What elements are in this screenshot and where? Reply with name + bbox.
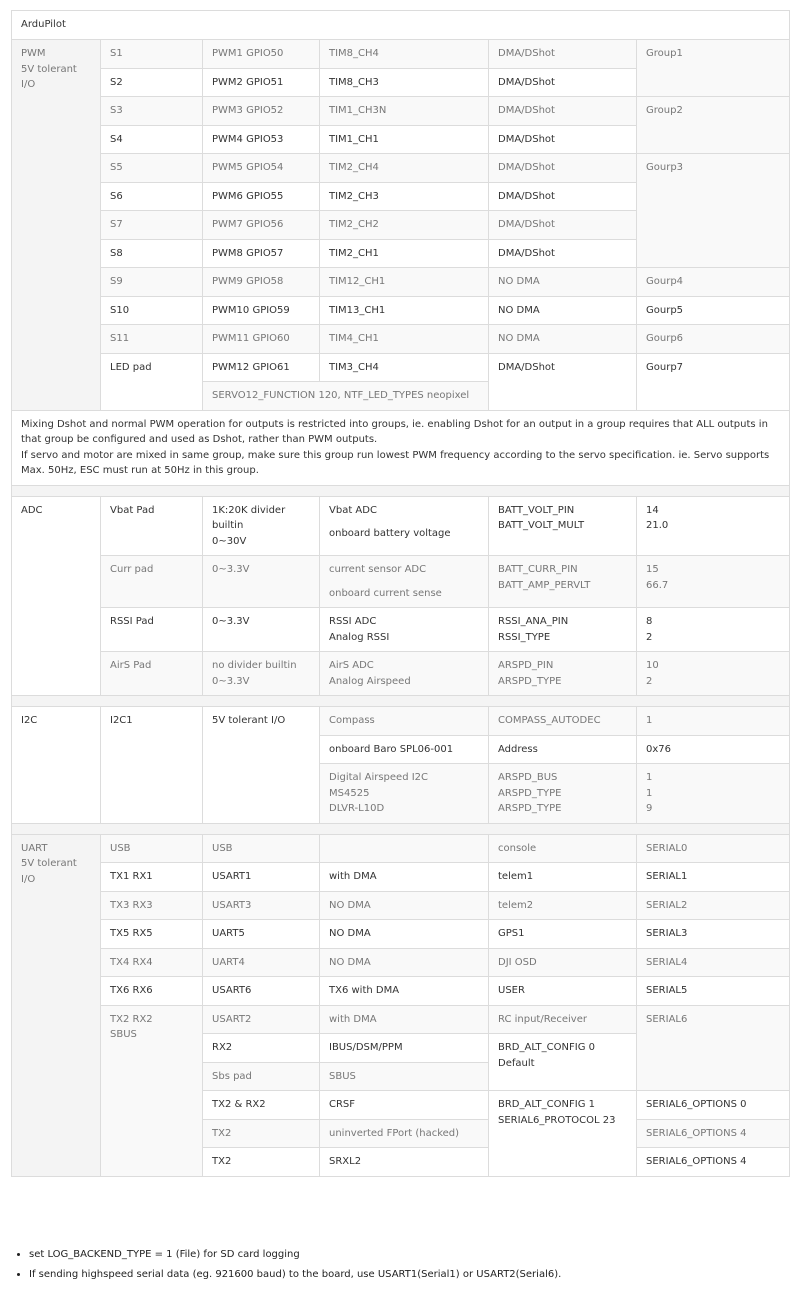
pwm-dma: DMA/DShot <box>489 239 637 268</box>
adc-function-line: onboard current sense <box>329 587 442 599</box>
adc-value-line: 10 <box>646 660 659 671</box>
rc-pin: TX2 & RX2 <box>203 1091 320 1120</box>
adc-function <box>320 608 489 652</box>
uart-periph: USART3 <box>203 891 320 920</box>
pwm-dma: DMA/DShot <box>489 154 637 183</box>
pwm-dma: NO DMA <box>489 325 637 354</box>
pwm-pin: PWM8 GPIO57 <box>203 239 320 268</box>
adc-param-line: BATT_AMP_PERVLT <box>498 579 591 591</box>
uart-section-label: UART <box>21 842 48 854</box>
uart-role: telem1 <box>489 863 637 892</box>
uart-serial: SERIAL6 <box>637 1005 790 1091</box>
adc-function-line: onboard battery voltage <box>329 528 451 539</box>
pwm-output: S5 <box>101 154 203 183</box>
uart-periph: UART5 <box>203 920 320 949</box>
adc-spec: 0~3.3V <box>203 556 320 608</box>
i2c-airspeed-values <box>637 764 790 824</box>
adc-function-line: current sensor ADC <box>329 564 427 575</box>
brd-alt-config-line: SERIAL6_PROTOCOL 23 <box>498 1114 616 1126</box>
pwm-dma: NO DMA <box>489 296 637 325</box>
adc-function-line: Analog RSSI <box>329 631 390 643</box>
pwm-output: S9 <box>101 268 203 297</box>
adc-value <box>637 652 790 696</box>
rc-pin: RX2 <box>203 1034 320 1063</box>
pwm-pin: PWM3 GPIO52 <box>203 97 320 126</box>
adc-spec-line: 1K:20K divider builtin <box>212 504 286 531</box>
pwm-pin: PWM5 GPIO54 <box>203 154 320 183</box>
pwm-dma: DMA/DShot <box>489 97 637 126</box>
pwm-section-label: PWM <box>21 48 46 59</box>
pwm-timer: TIM2_CH2 <box>320 211 489 240</box>
i2c-airspeed-value: 9 <box>646 803 653 814</box>
pwm-timer: TIM2_CH1 <box>320 239 489 268</box>
pwm-output: S11 <box>101 325 203 354</box>
pwm-output: S2 <box>101 68 203 97</box>
pwm-pin: PWM10 GPIO59 <box>203 296 320 325</box>
uart-dma: with DMA <box>320 863 489 892</box>
adc-param <box>489 496 637 556</box>
i2c-airspeed-line: DLVR-L10D <box>329 803 385 814</box>
rc-pin: TX2 <box>203 1148 320 1177</box>
adc-param <box>489 652 637 696</box>
section-spacer <box>12 823 790 834</box>
i2c-airspeed-value: 1 <box>646 787 653 799</box>
uart-pads: TX1 RX1 <box>101 863 203 892</box>
pwm-note-1: Mixing Dshot and normal PWM operation for outputs is restricted into groups, ie. enabling Dshot for an output in a group requires that ALL outputs in that group be configured and used as Dshot, rather than PWM outputs. <box>21 418 768 445</box>
pwm-pin: PWM7 GPIO56 <box>203 211 320 240</box>
adc-spec-line: 0~3.3V <box>212 675 250 687</box>
pwm-timer: TIM2_CH3 <box>320 182 489 211</box>
adc-param-line: ARSPD_TYPE <box>498 675 562 687</box>
pwm-dma: DMA/DShot <box>489 40 637 69</box>
pwm-pin: PWM6 GPIO55 <box>203 182 320 211</box>
uart-section-header <box>12 834 101 1176</box>
i2c-airspeed <box>320 764 489 824</box>
adc-value-line: 15 <box>646 564 659 575</box>
i2c-compass-value: 1 <box>637 707 790 736</box>
pinout-table <box>11 10 790 1177</box>
i2c-baro-param: Address <box>489 735 637 764</box>
uart-periph: UART4 <box>203 948 320 977</box>
pwm-group: Gourp3 <box>637 154 790 268</box>
uart-role: USER <box>489 977 637 1006</box>
brd-alt-config-0 <box>489 1034 637 1091</box>
i2c-baro: onboard Baro SPL06-001 <box>320 735 489 764</box>
adc-value-line: 66.7 <box>646 579 669 591</box>
pwm-timer: TIM8_CH3 <box>320 68 489 97</box>
pwm-dma: DMA/DShot <box>489 68 637 97</box>
adc-spec <box>203 496 320 556</box>
uart-pads: USB <box>101 834 203 863</box>
pwm-timer: TIM13_CH1 <box>320 296 489 325</box>
uart-periph: USART1 <box>203 863 320 892</box>
brd-alt-config-line: Default <box>498 1057 535 1069</box>
adc-param-line: BATT_CURR_PIN <box>498 564 578 575</box>
uart-pads: TX4 RX4 <box>101 948 203 977</box>
rc-protocol: uninverted FPort (hacked) <box>320 1119 489 1148</box>
i2c-port: I2C1 <box>101 707 203 824</box>
adc-function-line: Analog Airspeed <box>329 675 411 687</box>
pwm-timer: TIM2_CH4 <box>320 154 489 183</box>
adc-spec: 0~3.3V <box>203 608 320 652</box>
adc-param <box>489 556 637 608</box>
adc-spec-line: 0~30V <box>212 535 247 547</box>
pwm-output: S6 <box>101 182 203 211</box>
rc-pin: TX2 <box>203 1119 320 1148</box>
uart-periph: USART6 <box>203 977 320 1006</box>
pwm-pin: PWM12 GPIO61 <box>203 353 320 382</box>
rc-protocol: IBUS/DSM/PPM <box>320 1034 489 1063</box>
adc-value-line: 2 <box>646 675 653 687</box>
pwm-timer: TIM12_CH1 <box>320 268 489 297</box>
pwm-dma: DMA/DShot <box>489 211 637 240</box>
pwm-group: Gourp6 <box>637 325 790 354</box>
adc-pad: Vbat Pad <box>101 496 203 556</box>
uart-serial: SERIAL5 <box>637 977 790 1006</box>
adc-spec-line: no divider builtin <box>212 660 297 671</box>
i2c-compass-param: COMPASS_AUTODEC <box>489 707 637 736</box>
adc-value-line: 8 <box>646 616 653 627</box>
i2c-airspeed-param: ARSPD_TYPE <box>498 803 562 814</box>
pwm-pin: PWM9 GPIO58 <box>203 268 320 297</box>
pwm-timer: TIM1_CH1 <box>320 125 489 154</box>
adc-pad: AirS Pad <box>101 652 203 696</box>
uart-dma <box>320 834 489 863</box>
pwm-output: S8 <box>101 239 203 268</box>
adc-function <box>320 496 489 556</box>
rc-protocol: SRXL2 <box>320 1148 489 1177</box>
brd-alt-config-line: BRD_ALT_CONFIG 1 <box>498 1099 595 1110</box>
uart-pads-line: SBUS <box>110 1029 137 1040</box>
pwm-group: Gourp4 <box>637 268 790 297</box>
adc-param-line: RSSI_TYPE <box>498 631 551 643</box>
pwm-output: S10 <box>101 296 203 325</box>
adc-function <box>320 556 489 608</box>
adc-param <box>489 608 637 652</box>
i2c-airspeed-line: MS4525 <box>329 787 370 799</box>
i2c-compass: Compass <box>320 707 489 736</box>
serial-option: SERIAL6_OPTIONS 0 <box>637 1091 790 1120</box>
rc-pin: Sbs pad <box>203 1062 320 1091</box>
adc-pad: Curr pad <box>101 556 203 608</box>
pwm-dma: DMA/DShot <box>489 125 637 154</box>
brd-alt-config-1 <box>489 1091 637 1177</box>
adc-function-line: AirS ADC <box>329 660 374 671</box>
adc-value <box>637 556 790 608</box>
i2c-section-header: I2C <box>12 707 101 824</box>
adc-value <box>637 608 790 652</box>
uart-dma: with DMA <box>320 1005 489 1034</box>
pwm-pin: PWM2 GPIO51 <box>203 68 320 97</box>
pwm-output: S7 <box>101 211 203 240</box>
rc-protocol: CRSF <box>320 1091 489 1120</box>
notes-list <box>11 1245 561 1285</box>
pwm-timer: TIM3_CH4 <box>320 353 489 382</box>
uart-pads: TX5 RX5 <box>101 920 203 949</box>
uart-pads <box>101 1005 203 1176</box>
uart-dma: NO DMA <box>320 920 489 949</box>
pwm-timer: TIM4_CH1 <box>320 325 489 354</box>
uart-role: GPS1 <box>489 920 637 949</box>
i2c-airspeed-line: Digital Airspeed I2C <box>329 772 429 783</box>
pwm-note-2: If servo and motor are mixed in same group, make sure this group run lowest PWM frequency according to the servo specification. ie. Servo supports Max. 50Hz, ESC must run at 50Hz in this group. <box>21 449 770 476</box>
uart-serial: SERIAL3 <box>637 920 790 949</box>
pwm-dma: DMA/DShot <box>489 353 637 410</box>
i2c-airspeed-param: ARSPD_TYPE <box>498 787 562 799</box>
adc-value-line: 14 <box>646 504 659 516</box>
note-item: • If sending highspeed serial data (eg. 921600 baud) to the board, use USART1(Serial1) or USART2(Serial6). <box>29 1265 561 1285</box>
uart-dma: TX6 with DMA <box>320 977 489 1006</box>
uart-role: RC input/Receiver <box>489 1005 637 1034</box>
adc-spec <box>203 652 320 696</box>
pwm-pin: PWM4 GPIO53 <box>203 125 320 154</box>
adc-param-line: BATT_VOLT_MULT <box>498 520 585 531</box>
pwm-section-header <box>12 40 101 411</box>
pwm-group-note <box>12 410 790 485</box>
i2c-spec: 5V tolerant I/O <box>203 707 320 824</box>
adc-param-line: RSSI_ANA_PIN <box>498 616 569 627</box>
adc-pad: RSSI Pad <box>101 608 203 652</box>
pwm-timer: TIM1_CH3N <box>320 97 489 126</box>
pwm-output: S1 <box>101 40 203 69</box>
table-title: ArduPilot <box>12 11 790 40</box>
adc-value <box>637 496 790 556</box>
uart-role: DJI OSD <box>489 948 637 977</box>
brd-alt-config-line: BRD_ALT_CONFIG 0 <box>498 1042 595 1053</box>
serial-option: SERIAL6_OPTIONS 4 <box>637 1119 790 1148</box>
adc-function <box>320 652 489 696</box>
pwm-group: Gourp5 <box>637 296 790 325</box>
pwm-timer: TIM8_CH4 <box>320 40 489 69</box>
adc-value-line: 21.0 <box>646 520 669 531</box>
led-pad-note: SERVO12_FUNCTION 120, NTF_LED_TYPES neopixel <box>203 382 489 411</box>
pwm-output: S4 <box>101 125 203 154</box>
i2c-baro-value: 0x76 <box>637 735 790 764</box>
uart-serial: SERIAL2 <box>637 891 790 920</box>
adc-function-line: RSSI ADC <box>329 616 377 627</box>
pwm-section-sub: 5V tolerant I/O <box>21 63 77 90</box>
pinout-table-container <box>11 10 789 1177</box>
pwm-dma: NO DMA <box>489 268 637 297</box>
i2c-airspeed-value: 1 <box>646 772 653 783</box>
pwm-output: S3 <box>101 97 203 126</box>
uart-periph: USART2 <box>203 1005 320 1034</box>
uart-pads: TX3 RX3 <box>101 891 203 920</box>
uart-section-sub: 5V tolerant I/O <box>21 858 77 885</box>
rc-protocol: SBUS <box>320 1062 489 1091</box>
i2c-airspeed-param: ARSPD_BUS <box>498 772 558 783</box>
uart-serial: SERIAL4 <box>637 948 790 977</box>
i2c-airspeed-params <box>489 764 637 824</box>
uart-dma: NO DMA <box>320 948 489 977</box>
serial-option: SERIAL6_OPTIONS 4 <box>637 1148 790 1177</box>
adc-function-line: Vbat ADC <box>329 504 377 516</box>
pwm-pin: PWM11 GPIO60 <box>203 325 320 354</box>
uart-dma: NO DMA <box>320 891 489 920</box>
pwm-pin: PWM1 GPIO50 <box>203 40 320 69</box>
note-item: • set LOG_BACKEND_TYPE = 1 (File) for SD card logging <box>29 1245 561 1265</box>
uart-periph: USB <box>203 834 320 863</box>
pwm-dma: DMA/DShot <box>489 182 637 211</box>
section-spacer <box>12 696 790 707</box>
adc-param-line: ARSPD_PIN <box>498 660 554 671</box>
section-spacer <box>12 485 790 496</box>
adc-param-line: BATT_VOLT_PIN <box>498 504 575 516</box>
uart-pads-line: TX2 RX2 <box>110 1013 153 1025</box>
uart-serial: SERIAL0 <box>637 834 790 863</box>
pwm-output: LED pad <box>101 353 203 410</box>
pwm-group: Group1 <box>637 40 790 97</box>
pwm-group: Group2 <box>637 97 790 154</box>
uart-role: telem2 <box>489 891 637 920</box>
pwm-group: Gourp7 <box>637 353 790 410</box>
uart-serial: SERIAL1 <box>637 863 790 892</box>
adc-value-line: 2 <box>646 631 653 643</box>
uart-pads: TX6 RX6 <box>101 977 203 1006</box>
uart-role: console <box>489 834 637 863</box>
adc-section-header: ADC <box>12 496 101 696</box>
